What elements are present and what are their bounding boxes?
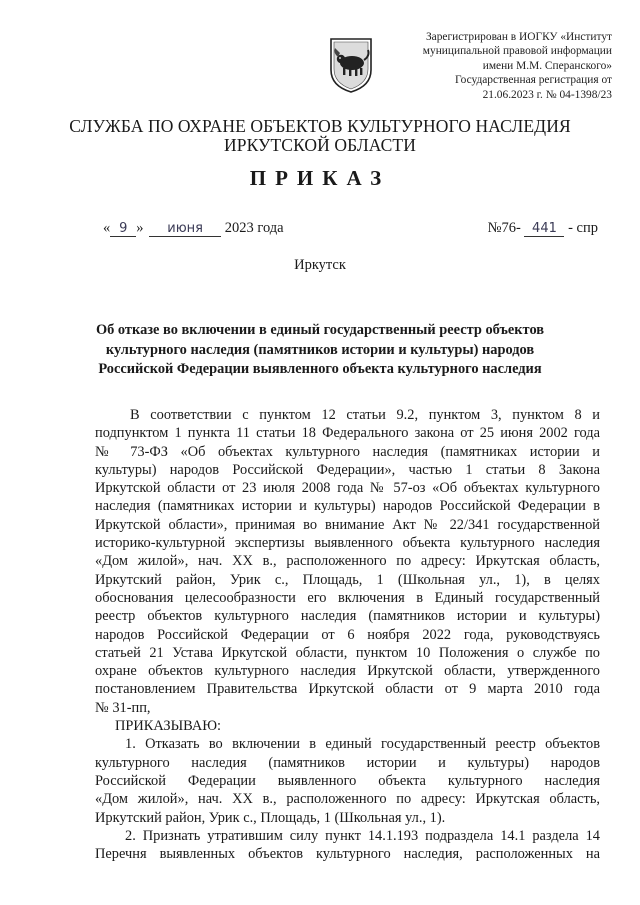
agency-name bbox=[0, 117, 640, 155]
order-number bbox=[488, 220, 598, 237]
body-line: Иркутский район, Урик с., Площадь, 1 (Школьная ул., 1), в целях bbox=[95, 571, 600, 588]
agency-line: ИРКУТСКОЙ ОБЛАСТИ bbox=[224, 135, 416, 155]
body-line: наследия (памятниках истории и культуры) народов Российской Федерации в bbox=[95, 498, 600, 515]
number-prefix: №76- bbox=[487, 220, 521, 236]
body-line: культуры) народов Российской Федерации», частью 1 статьи 8 Закона bbox=[95, 461, 600, 478]
order-directive: ПРИКАЗЫВАЮ: bbox=[115, 718, 222, 735]
registration-line: муниципальной правовой информации bbox=[422, 45, 612, 58]
city-name: Иркутск bbox=[294, 257, 346, 273]
agency-line: СЛУЖБА ПО ОХРАНЕ ОБЪЕКТОВ КУЛЬТУРНОГО НАСЛЕДИЯ bbox=[69, 116, 571, 136]
registration-line: Государственная регистрация от bbox=[455, 74, 612, 87]
coat-of-arms-emblem bbox=[328, 36, 374, 94]
body-line: историко-культурной экспертизы выявленного объекта культурного наследия bbox=[95, 535, 600, 552]
body-line: Перечня выявленных объектов культурного наследия, расположенных на bbox=[95, 846, 600, 863]
registration-line: Зарегистрирован в ИОГКУ «Институт bbox=[425, 31, 612, 43]
body-line: № 31-пп, bbox=[95, 699, 151, 716]
body-line: № 73-ФЗ «Об объектах культурного наследия (памятниках истории и bbox=[95, 443, 600, 460]
date-close-quote: » bbox=[136, 220, 144, 236]
date-year: 2023 года bbox=[224, 220, 284, 236]
order-body bbox=[95, 406, 600, 863]
order-title bbox=[60, 321, 580, 380]
body-line: Иркутской области от 23 июля 2008 года № 57-оз «Об объектах культурного bbox=[95, 480, 600, 497]
order-date bbox=[103, 220, 284, 237]
body-line: постановлением Правительства Иркутской области от 9 марта 2010 года bbox=[95, 681, 600, 698]
registration-stamp bbox=[382, 30, 612, 102]
body-line: Российской Федерации выявленного объекта культурного наследия bbox=[95, 772, 600, 789]
title-line: Об отказе во включении в единый государственный реестр объектов bbox=[95, 322, 545, 338]
handwritten-month: июня bbox=[149, 222, 221, 237]
body-line: статьей 21 Устава Иркутской области, пунктом 10 Положения о службе по bbox=[95, 644, 600, 661]
body-line: Иркутский район, Урик с., Площадь, 1 (Школьная ул., 1). bbox=[95, 809, 446, 826]
title-line: Российской Федерации выявленного объекта культурного наследия bbox=[98, 361, 542, 377]
body-line: «Дом жилой», нач. XX в., расположенного по адресу: Иркутская область, bbox=[95, 791, 600, 808]
body-line: реестр объектов культурного наследия (памятников истории и культуры) bbox=[95, 608, 600, 625]
body-line: Иркутской области», принимая во внимание Акт № 22/341 государственной bbox=[95, 516, 600, 533]
body-line: «Дом жилой», нач. XX в., расположенного по адресу: Иркутская область, bbox=[95, 553, 600, 570]
number-suffix: - спр bbox=[568, 220, 598, 236]
body-line: подпунктом 1 пункта 11 статьи 18 Федерального закона от 25 июня 2002 года bbox=[95, 425, 600, 442]
body-line: охране объектов культурного наследия Иркутской области, утвержденного bbox=[95, 663, 600, 680]
handwritten-day: 9 bbox=[110, 222, 136, 237]
title-line: культурного наследия (памятников истории и культуры) народов bbox=[105, 341, 535, 358]
handwritten-number: 441 bbox=[524, 222, 564, 237]
body-line: обоснования целесообразности его включения в Единый государственный bbox=[95, 589, 600, 606]
body-line: культурного наследия (памятников истории и культуры) народов bbox=[95, 754, 600, 771]
date-open-quote: « bbox=[103, 220, 111, 236]
body-line: 1. Отказать во включении в единый государственный реестр объектов bbox=[125, 736, 600, 753]
body-line: народов Российской Федерации от 6 ноября 2022 года, руководствуясь bbox=[95, 626, 600, 643]
body-line: В соответствии с пунктом 12 статьи 9.2, пунктом 3, пунктом 8 и bbox=[130, 407, 600, 423]
registration-line: 21.06.2023 г. № 04-1398/23 bbox=[482, 88, 612, 101]
document-type-heading: ПРИКАЗ bbox=[249, 166, 391, 190]
body-line: 2. Признать утратившим силу пункт 14.1.193 подраздела 14.1 раздела 14 bbox=[125, 827, 600, 844]
registration-line: имени М.М. Сперанского» bbox=[482, 59, 612, 72]
